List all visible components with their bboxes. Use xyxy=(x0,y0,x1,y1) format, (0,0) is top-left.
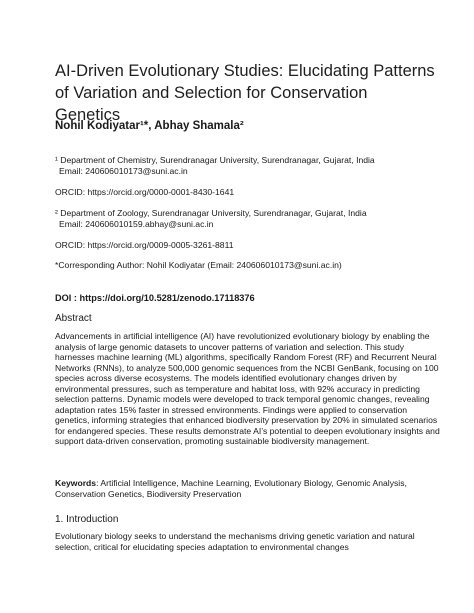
affiliation-1 xyxy=(55,155,445,177)
paper-title: AI-Driven Evolutionary Studies: Elucidating Patterns of Variation and Selection for Conservation Genetics xyxy=(55,62,435,124)
keywords xyxy=(55,478,440,499)
doi-line: DOI : https://doi.org/10.5281/zenodo.17118376 xyxy=(55,293,255,303)
introduction-heading: 1. Introduction xyxy=(55,514,119,525)
keywords-label: Keywords xyxy=(55,478,97,488)
corresponding-author: *Corresponding Author: Nohil Kodiyatar (Email: 240606010173@suni.ac.in) xyxy=(55,260,342,270)
orcid-2: ORCID: https://orcid.org/0009-0005-3261-8811 xyxy=(55,240,234,250)
affiliation-1-dept: ¹ Department of Chemistry, Surendranagar University, Surendranagar, Gujarat, India xyxy=(55,155,375,165)
abstract-body: Advancements in artificial intelligence (AI) have revolutionized evolutionary biology by enabling the analysis of large genomic datasets to uncover patterns of variation and selection. This study harnesses machine learning (ML) algorithms, specifically Random Forest (RF) and Recurrent Neural Networks (RNNs), to analyze 500,000 genomic sequences from the NCBI GenBank, focusing on 100 species across diverse ecosystems. The models identified evolutionary changes driven by environmental pressures, such as temperature and habitat loss, with 92% accuracy in predicting selection patterns. Dynamic models were developed to track temporal genomic changes, revealing adaptation rates 15% faster in stressed environments. Findings were applied to conservation genetics, informing strategies that enhanced biodiversity preservation by 20% in simulated scenarios for endangered species. These results demonstrate AI’s potential to deepen evolutionary insights and support data-driven conservation, promoting sustainable biodiversity management. xyxy=(55,331,440,446)
orcid-1: ORCID: https://orcid.org/0000-0001-8430-1641 xyxy=(55,187,235,197)
keywords-text: : Artificial Intelligence, Machine Learning, Evolutionary Biology, Genomic Analysis, Conservation Genetics, Biodiversity Preservation xyxy=(55,478,407,499)
introduction-body: Evolutionary biology seeks to understand the mechanisms driving genetic variation and natural selection, critical for elucidating species adaptation to environmental changes xyxy=(55,531,415,552)
affiliation-1-email: Email: 240606010173@suni.ac.in xyxy=(59,166,188,176)
affiliation-2-email: Email: 240606010159.abhay@suni.ac.in xyxy=(59,219,214,229)
affiliation-2-dept: ² Department of Zoology, Surendranagar University, Surendranagar, Gujarat, India xyxy=(55,208,367,218)
abstract-heading: Abstract xyxy=(55,313,92,324)
author-list: Nohil Kodiyatar¹*, Abhay Shamala² xyxy=(55,120,244,132)
affiliation-2 xyxy=(55,208,445,230)
